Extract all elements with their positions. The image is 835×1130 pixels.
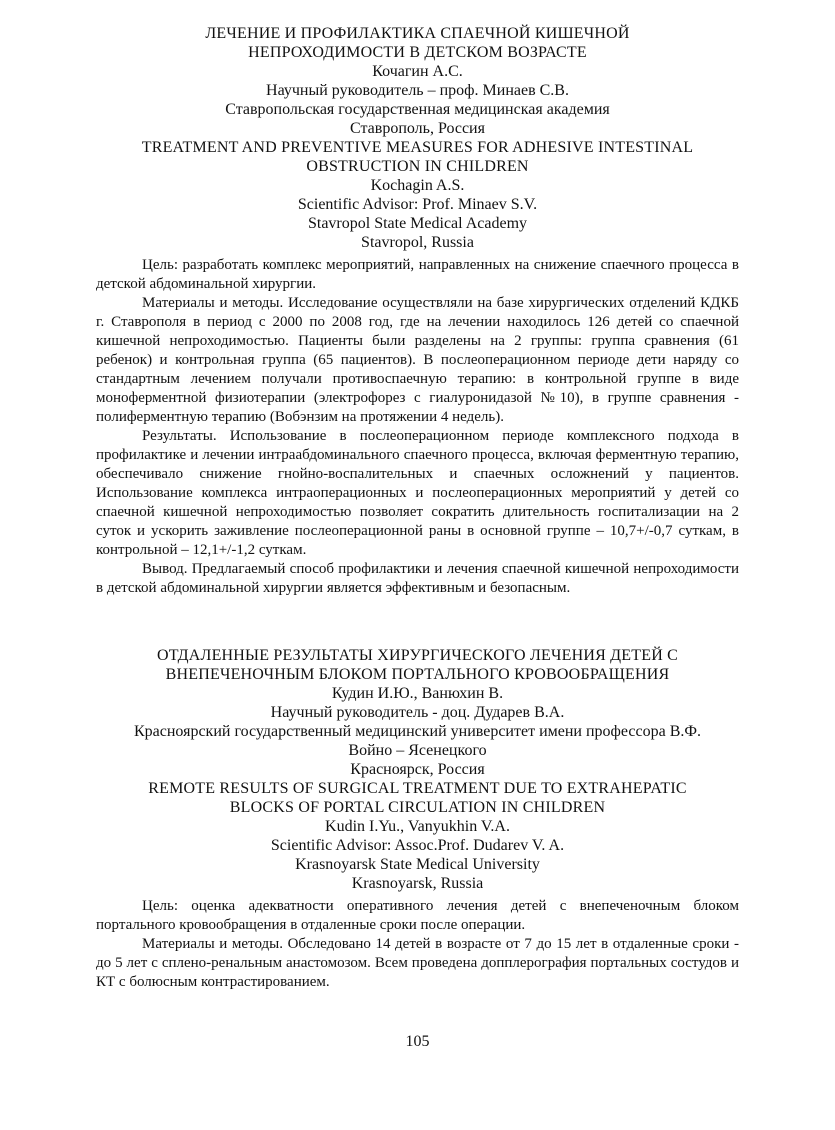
article-2	[96, 646, 739, 992]
advisor-ru: Научный руководитель - доц. Дударев В.А.	[270, 704, 565, 721]
city-ru: Красноярск, Россия	[350, 761, 485, 778]
article-title-ru-line: НЕПРОХОДИМОСТИ В ДЕТСКОМ ВОЗРАСТЕ	[248, 44, 587, 61]
paragraph-aim: Цель: разработать комплекс мероприятий, направленных на снижение спаечного процесса в детской абдоминальной хирургии.	[96, 257, 739, 292]
page-number: 105	[405, 1033, 430, 1050]
institution-ru: Ставропольская государственная медицинская академия	[225, 101, 610, 118]
article-title-en-line: BLOCKS OF PORTAL CIRCULATION IN CHILDREN	[229, 799, 606, 816]
advisor-en: Scientific Advisor: Assoc.Prof. Dudarev V. A.	[270, 837, 565, 854]
article-title-en-line: REMOTE RESULTS OF SURGICAL TREATMENT DUE TO EXTRAHEPATIC	[148, 780, 687, 797]
advisor-en: Scientific Advisor: Prof. Minaev S.V.	[297, 196, 538, 213]
institution-ru-line: Красноярский государственный медицинский университет имени профессора В.Ф.	[133, 723, 702, 740]
authors-ru: Кочагин А.С.	[372, 63, 463, 80]
paragraph-conclusion: Вывод. Предлагаемый способ профилактики и лечения спаечной кишечной непроходимости в детской абдоминальной хирургии является эффективным и безопасным.	[96, 561, 739, 596]
institution-ru-line: Войно – Ясенецкого	[348, 742, 487, 759]
institution-en: Stavropol State Medical Academy	[307, 215, 528, 232]
advisor-ru: Научный руководитель – проф. Минаев С.В.	[266, 82, 569, 99]
article-title-en-line: TREATMENT AND PREVENTIVE MEASURES FOR ADHESIVE INTESTINAL	[141, 139, 694, 156]
city-ru: Ставрополь, Россия	[350, 120, 485, 137]
city-en: Stavropol, Russia	[361, 234, 474, 251]
authors-en: Kudin I.Yu., Vanyukhin V.A.	[325, 818, 510, 835]
institution-en: Krasnoyarsk State Medical University	[295, 856, 540, 873]
paragraph-methods: Материалы и методы. Исследование осуществляли на базе хирургических отделений КДКБ г. Ставрополя в период с 2000 по 2008 год, где на лечении находилось 126 детей со спаечной кишечной непроходимостью. Пациенты были разделены на 2 группы: группа сравнения (61 ребенок) и контрольная группа (65 пациентов). В послеоперационном периоде дети наряду со стандартным лечением получали противоспаечную терапию: в контрольной группе в виде моноферментной физиотерапии (электрофорез с гиалуронидазой №10), в группе сравнения - полиферментную терапию (Вобэнзим на протяжении 4 недель).	[96, 295, 739, 425]
authors-en: Kochagin A.S.	[370, 177, 465, 194]
paragraph-aim: Цель: оценка адекватности оперативного лечения детей с внепеченочным блоком портального кровообращения в отдаленные сроки после операции.	[96, 898, 739, 933]
article-separator	[96, 598, 739, 646]
article-title-en-line: OBSTRUCTION IN CHILDREN	[306, 158, 529, 175]
article-title-ru-line: ОТДАЛЕННЫЕ РЕЗУЛЬТАТЫ ХИРУРГИЧЕСКОГО ЛЕЧЕНИЯ ДЕТЕЙ С	[156, 647, 679, 664]
paragraph-results: Результаты. Использование в послеоперационном периоде комплексного подхода в профилактике и лечении интраабдоминального спаечного процесса, включая ферментную терапию, обеспечивало снижение гнойно-воспалительных и спаечных осложнений у пациентов. Использование комплекса интраоперационных и послеоперационных мероприятий у детей со спаечной кишечной непроходимостью позволяет сократить длительность госпитализации на 2 суток и ускорить заживление послеоперационной раны в основной группе – 10,7+/-0,7 суткам, в контрольной – 12,1+/-1,2 суткам.	[96, 428, 739, 558]
article-1	[96, 24, 739, 598]
article-title-ru-line: ЛЕЧЕНИЕ И ПРОФИЛАКТИКА СПАЕЧНОЙ КИШЕЧНОЙ	[205, 25, 630, 42]
city-en: Krasnoyarsk, Russia	[351, 875, 484, 892]
paragraph-methods: Материалы и методы. Обследовано 14 детей в возрасте от 7 до 15 лет в отдаленные сроки - до 5 лет с сплено-ренальным анастомозом. Всем проведена допплерография портальных состудов и КТ с болюсным контрастированием.	[96, 936, 739, 990]
article-title-ru-line: ВНЕПЕЧЕНОЧНЫМ БЛОКОМ ПОРТАЛЬНОГО КРОВООБРАЩЕНИЯ	[165, 666, 670, 683]
page-content	[96, 24, 739, 992]
authors-ru: Кудин И.Ю., Ванюхин В.	[331, 685, 504, 702]
